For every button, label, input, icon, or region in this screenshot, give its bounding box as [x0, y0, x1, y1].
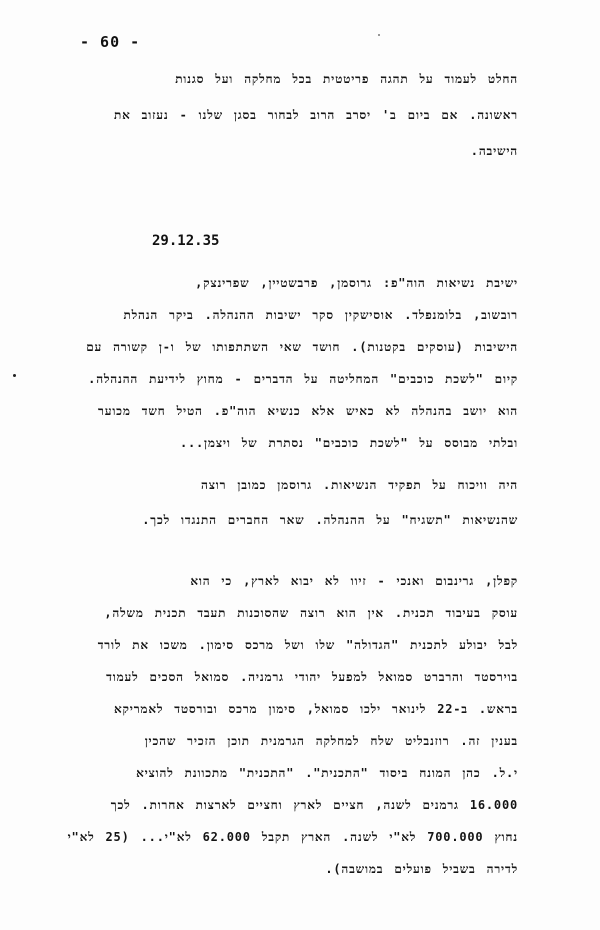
text-line: נחוץ 700.000 לא"י לשנה. הארץ תקבל 62.000 לא"י... (25 לא"י: [67, 830, 518, 844]
text-line: הוא יושב בהנהלה לא כאיש אלא כנשיא הוה"פ. הטיל חשד מכוער: [98, 404, 518, 418]
text-line: קיום "לשכת כוכבים" המחליטה על הדברים - מחוץ לידיעת ההנהלה.: [88, 372, 518, 386]
text-line: י.ל. כהן המונח ביסוד "התכנית". "התכנית" מתכוונת להוציא: [136, 766, 518, 780]
text-line: ובלתי מבוסס על "לשכת כוכבים" נסתרת של ויצמן...: [179, 436, 518, 450]
text-line: החלט לעמוד על תהגה פריטטית בכל מחלקה ועל סגנות: [175, 72, 518, 86]
text-line: 16.000 גרמנים לשנה, חציים לארץ וחציים לארצות אחרות. לכך: [110, 798, 518, 812]
text-line: לבל יבולע לתכנית "הגדולה" שלו ושל מרכס סימון. משכו את לורד: [97, 638, 518, 652]
text-line: שהנשיאות "תשגיח" על ההנהלה. שאר החברים התנגדו לכך.: [142, 513, 518, 527]
text-line: הישיבה.: [470, 144, 518, 158]
text-line: בוירסטד והרברט סמואל למפעל יהודי גרמניה. סמואל הסכים לעמוד: [106, 670, 518, 684]
text-line: הישיבות (עוסקים בקטנות). חושד שאי השתתפותו של ו-ן קשורה עם: [86, 340, 518, 354]
page-number: - 60 -: [80, 33, 141, 51]
scan-speck: [13, 374, 16, 377]
text-line: היה וויכוח על תפקיד הנשיאות. גרוסמן כמובן רוצה: [201, 478, 518, 492]
text-line: ראשונה. אם ביום ב' יסרב הרוב לבחור בסגן שלנו - נעזוב את: [114, 108, 518, 122]
text-line: לדירה בשביל פועלים במושבה).: [325, 862, 518, 876]
text-line: עוסק בעיבוד תכנית. אין הוא רוצה שהסוכנות תעבד תכנית משלה,: [104, 606, 518, 620]
text-line: קפלן, גרינבום ואנכי - זיוו לא יבוא לארץ, כי הוא: [190, 574, 518, 588]
scan-speck: [378, 34, 380, 36]
text-line: בראש. ב-22 לינואר ילכו סמואל, סימון מרכס ובורסטד לאמריקא: [114, 702, 518, 716]
entry-date: 29.12.35: [152, 233, 220, 249]
text-line: ישיבת נשיאות הוה"פ: גרוסמן, פרבשטיין, שפרינצק,: [195, 276, 518, 290]
text-line: בענין זה. רוזנבליט שלח למחלקה הגרמנית תוכן הזכיר שהכין: [144, 734, 518, 748]
text-line: רובשוב, בלומנפלד. אוסישקין סקר ישיבות ההנהלה. ביקר הנהלת: [123, 308, 518, 322]
